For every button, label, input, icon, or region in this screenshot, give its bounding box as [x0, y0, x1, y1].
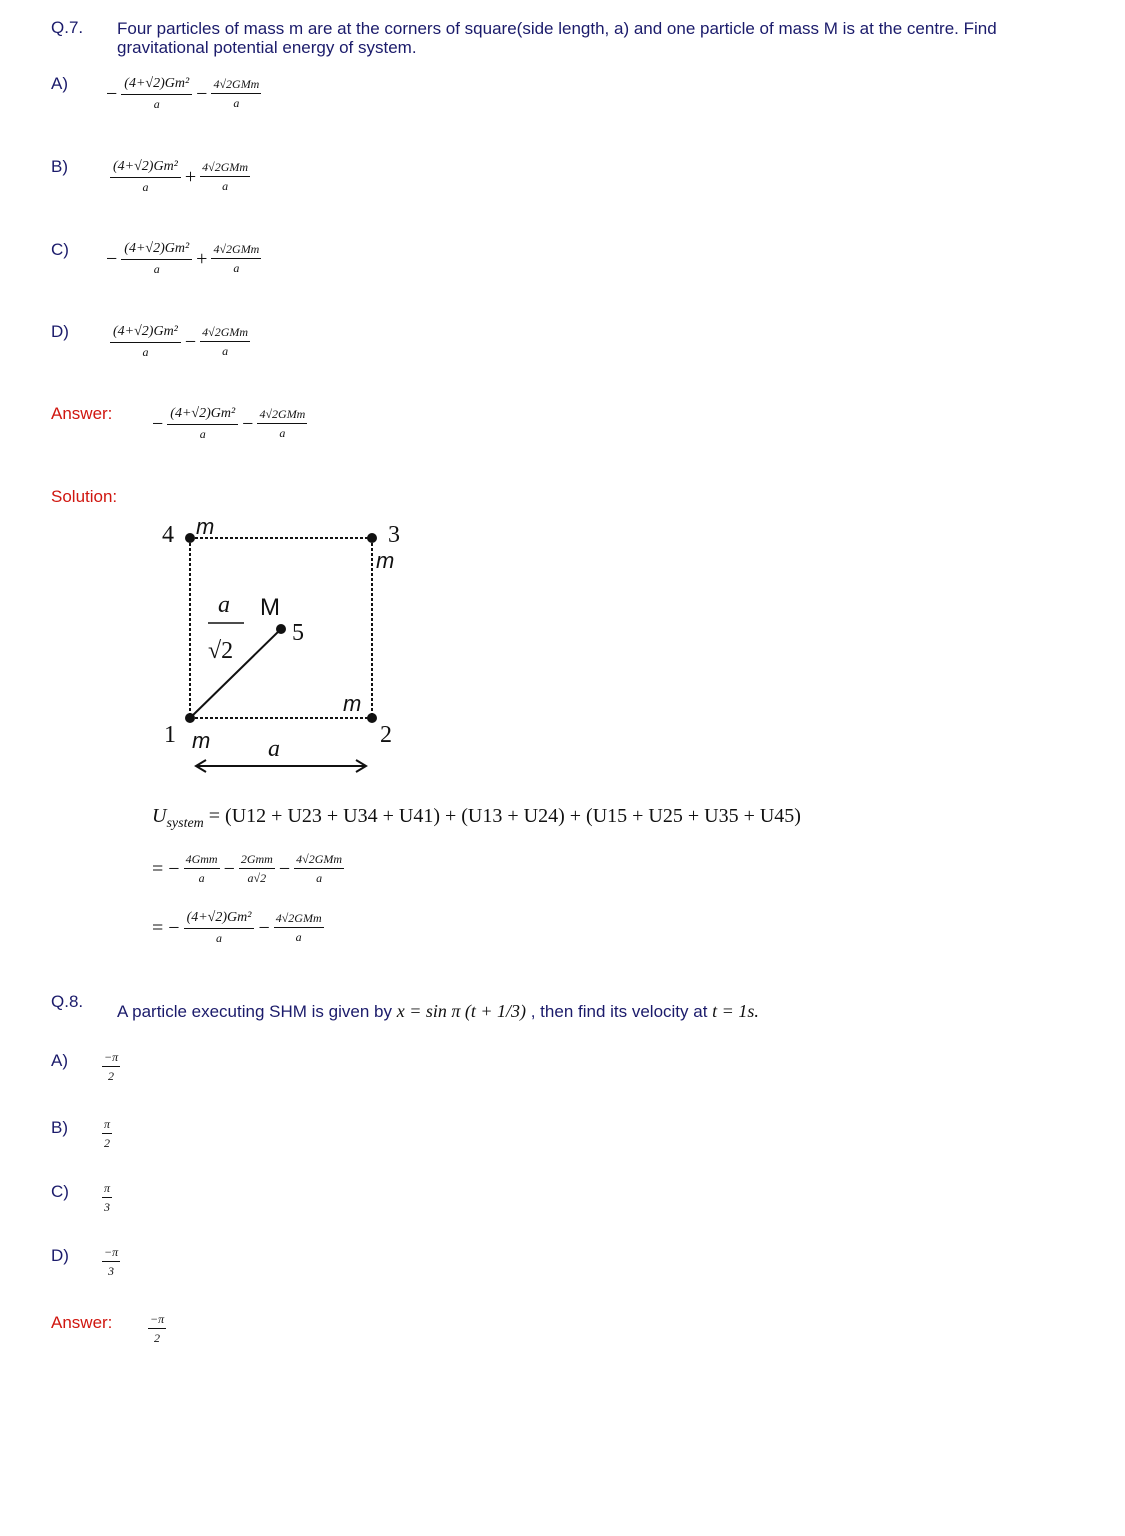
half-diagonal-line — [190, 629, 281, 718]
option-c-term2: $\frac{\text{4√2GMm}}{a}$ — [213, 242, 260, 275]
side-length-label: a — [268, 736, 280, 762]
solution-label: Solution: — [51, 487, 118, 506]
option-d-term2: $\frac{\text{4√2GMm}}{a}$ — [202, 325, 249, 358]
mass-dot-4 — [185, 533, 195, 543]
square-masses-diagram — [150, 510, 420, 780]
q8-option-c-expression[interactable]: $\frac{\pi}{3}$ — [104, 1181, 111, 1214]
eq2-fraction-2: $\frac{\text{2Gmm}}{a√2}$ — [240, 852, 273, 885]
option-a-expression[interactable] — [102, 76, 261, 112]
mass-dot-5 — [276, 624, 286, 634]
answer-operator: − — [242, 412, 254, 435]
shm-formula: x = sin π (t + 1/3) — [396, 1001, 526, 1021]
q8-option-label-a: A) — [51, 1051, 68, 1070]
mass-label-corner-4: m — [196, 514, 215, 539]
center-number-5: 5 — [292, 620, 304, 646]
eq3-fraction-2: $\frac{\text{4√2GMm}}{a}$ — [275, 911, 322, 944]
option-d-expression[interactable] — [102, 324, 250, 360]
energy-equation-line-3: = − $\frac{\text{(4+√2)Gm²}}{a}$ − $\frac{\text{4√2GMm}}{a}$ — [152, 910, 322, 945]
question-text — [117, 19, 1107, 57]
option-c-lead-sign: − — [106, 247, 118, 270]
answer-lead-sign: − — [152, 412, 164, 435]
option-label-b: B) — [51, 157, 68, 176]
mass-label-corner-1: m — [192, 728, 211, 753]
option-label-a: A) — [51, 74, 68, 93]
question-text-line-1: Four particles of mass m are at the corners of square(side length, a) and one particle of mass M is at the centre. Find — [117, 19, 997, 38]
question-number: Q.7. — [51, 18, 84, 37]
q8-option-label-d: D) — [51, 1246, 69, 1265]
option-a-operator: − — [196, 82, 208, 105]
q8-option-b-expression[interactable]: $\frac{\pi}{2}$ — [104, 1117, 111, 1150]
question-number-8: Q.8. — [51, 992, 84, 1011]
q8-option-a-expression[interactable]: $\frac{-\pi}{2}$ — [104, 1050, 119, 1083]
question-text-line-2: gravitational potential energy of system. — [117, 38, 417, 57]
corner-number-1: 1 — [164, 722, 176, 748]
answer-label: Answer: — [51, 404, 113, 423]
q8-option-label-c: C) — [51, 1182, 69, 1201]
option-c-term1: $\frac{\text{(4+√2)Gm²}}{a}$ — [121, 241, 192, 277]
corner-number-2: 2 — [380, 722, 392, 748]
answer-term2: $\frac{\text{4√2GMm}}{a}$ — [259, 407, 306, 440]
q8-answer-label: Answer: — [51, 1313, 113, 1332]
option-a-term1: $\frac{\text{(4+√2)Gm²}}{a}$ — [121, 76, 192, 112]
answer-expression — [148, 406, 307, 442]
mass-dot-1 — [185, 713, 195, 723]
option-c-expression[interactable] — [102, 241, 261, 277]
mass-label-center: M — [260, 594, 280, 621]
option-b-term1: $\frac{\text{(4+√2)Gm²}}{a}$ — [110, 159, 181, 195]
option-b-operator: + — [184, 165, 197, 188]
q8-option-d-expression[interactable]: $\frac{-\pi}{3}$ — [104, 1245, 119, 1278]
time-value: t = 1s. — [712, 1001, 759, 1021]
option-b-term2: $\frac{\text{4√2GMm}}{a}$ — [202, 160, 249, 193]
option-d-term1: $\frac{\text{(4+√2)Gm²}}{a}$ — [110, 324, 181, 360]
mass-label-corner-2: m — [343, 691, 362, 716]
option-c-operator: + — [196, 247, 208, 270]
option-a-lead-sign: − — [106, 82, 118, 105]
energy-equation-line-1: $U_{system} = (U12 + U23 + U34 + U41) + (U13 + U24) + (U15 + U25 + U35 + U45)$ — [152, 805, 801, 831]
corner-number-4: 4 — [162, 522, 174, 548]
eq3-fraction-1: $\frac{\text{(4+√2)Gm²}}{a}$ — [184, 910, 255, 946]
option-label-c: C) — [51, 240, 69, 259]
option-label-d: D) — [51, 322, 69, 341]
option-b-expression[interactable] — [102, 159, 250, 195]
half-diagonal-numerator: a — [218, 592, 230, 618]
answer-term1: $\frac{\text{(4+√2)Gm²}}{a}$ — [167, 406, 238, 442]
mass-dot-2 — [367, 713, 377, 723]
mass-label-corner-3: m — [376, 548, 395, 573]
option-a-term2: $\frac{\text{4√2GMm}}{a}$ — [213, 77, 260, 110]
energy-equation-line-2: = − $\frac{\text{4Gmm}}{a}$ − $\frac{\text{2Gmm}}{a√2}$ − $\frac{\text{4√2GMm}}{a}$ — [152, 852, 343, 885]
question-8-text: A particle executing SHM is given by x = sin π (t + 1/3) , then find its velocity at t = 1s. — [117, 1001, 759, 1021]
mass-dot-3 — [367, 533, 377, 543]
eq2-fraction-1: $\frac{\text{4Gmm}}{a}$ — [185, 852, 218, 885]
corner-number-3: 3 — [388, 522, 400, 548]
eq2-fraction-3: $\frac{\text{4√2GMm}}{a}$ — [296, 852, 343, 885]
q8-answer-expression: $\frac{-\pi}{2}$ — [150, 1312, 165, 1345]
option-d-operator: − — [184, 330, 197, 353]
half-diagonal-denominator: √2 — [208, 638, 234, 664]
q8-option-label-b: B) — [51, 1118, 68, 1137]
